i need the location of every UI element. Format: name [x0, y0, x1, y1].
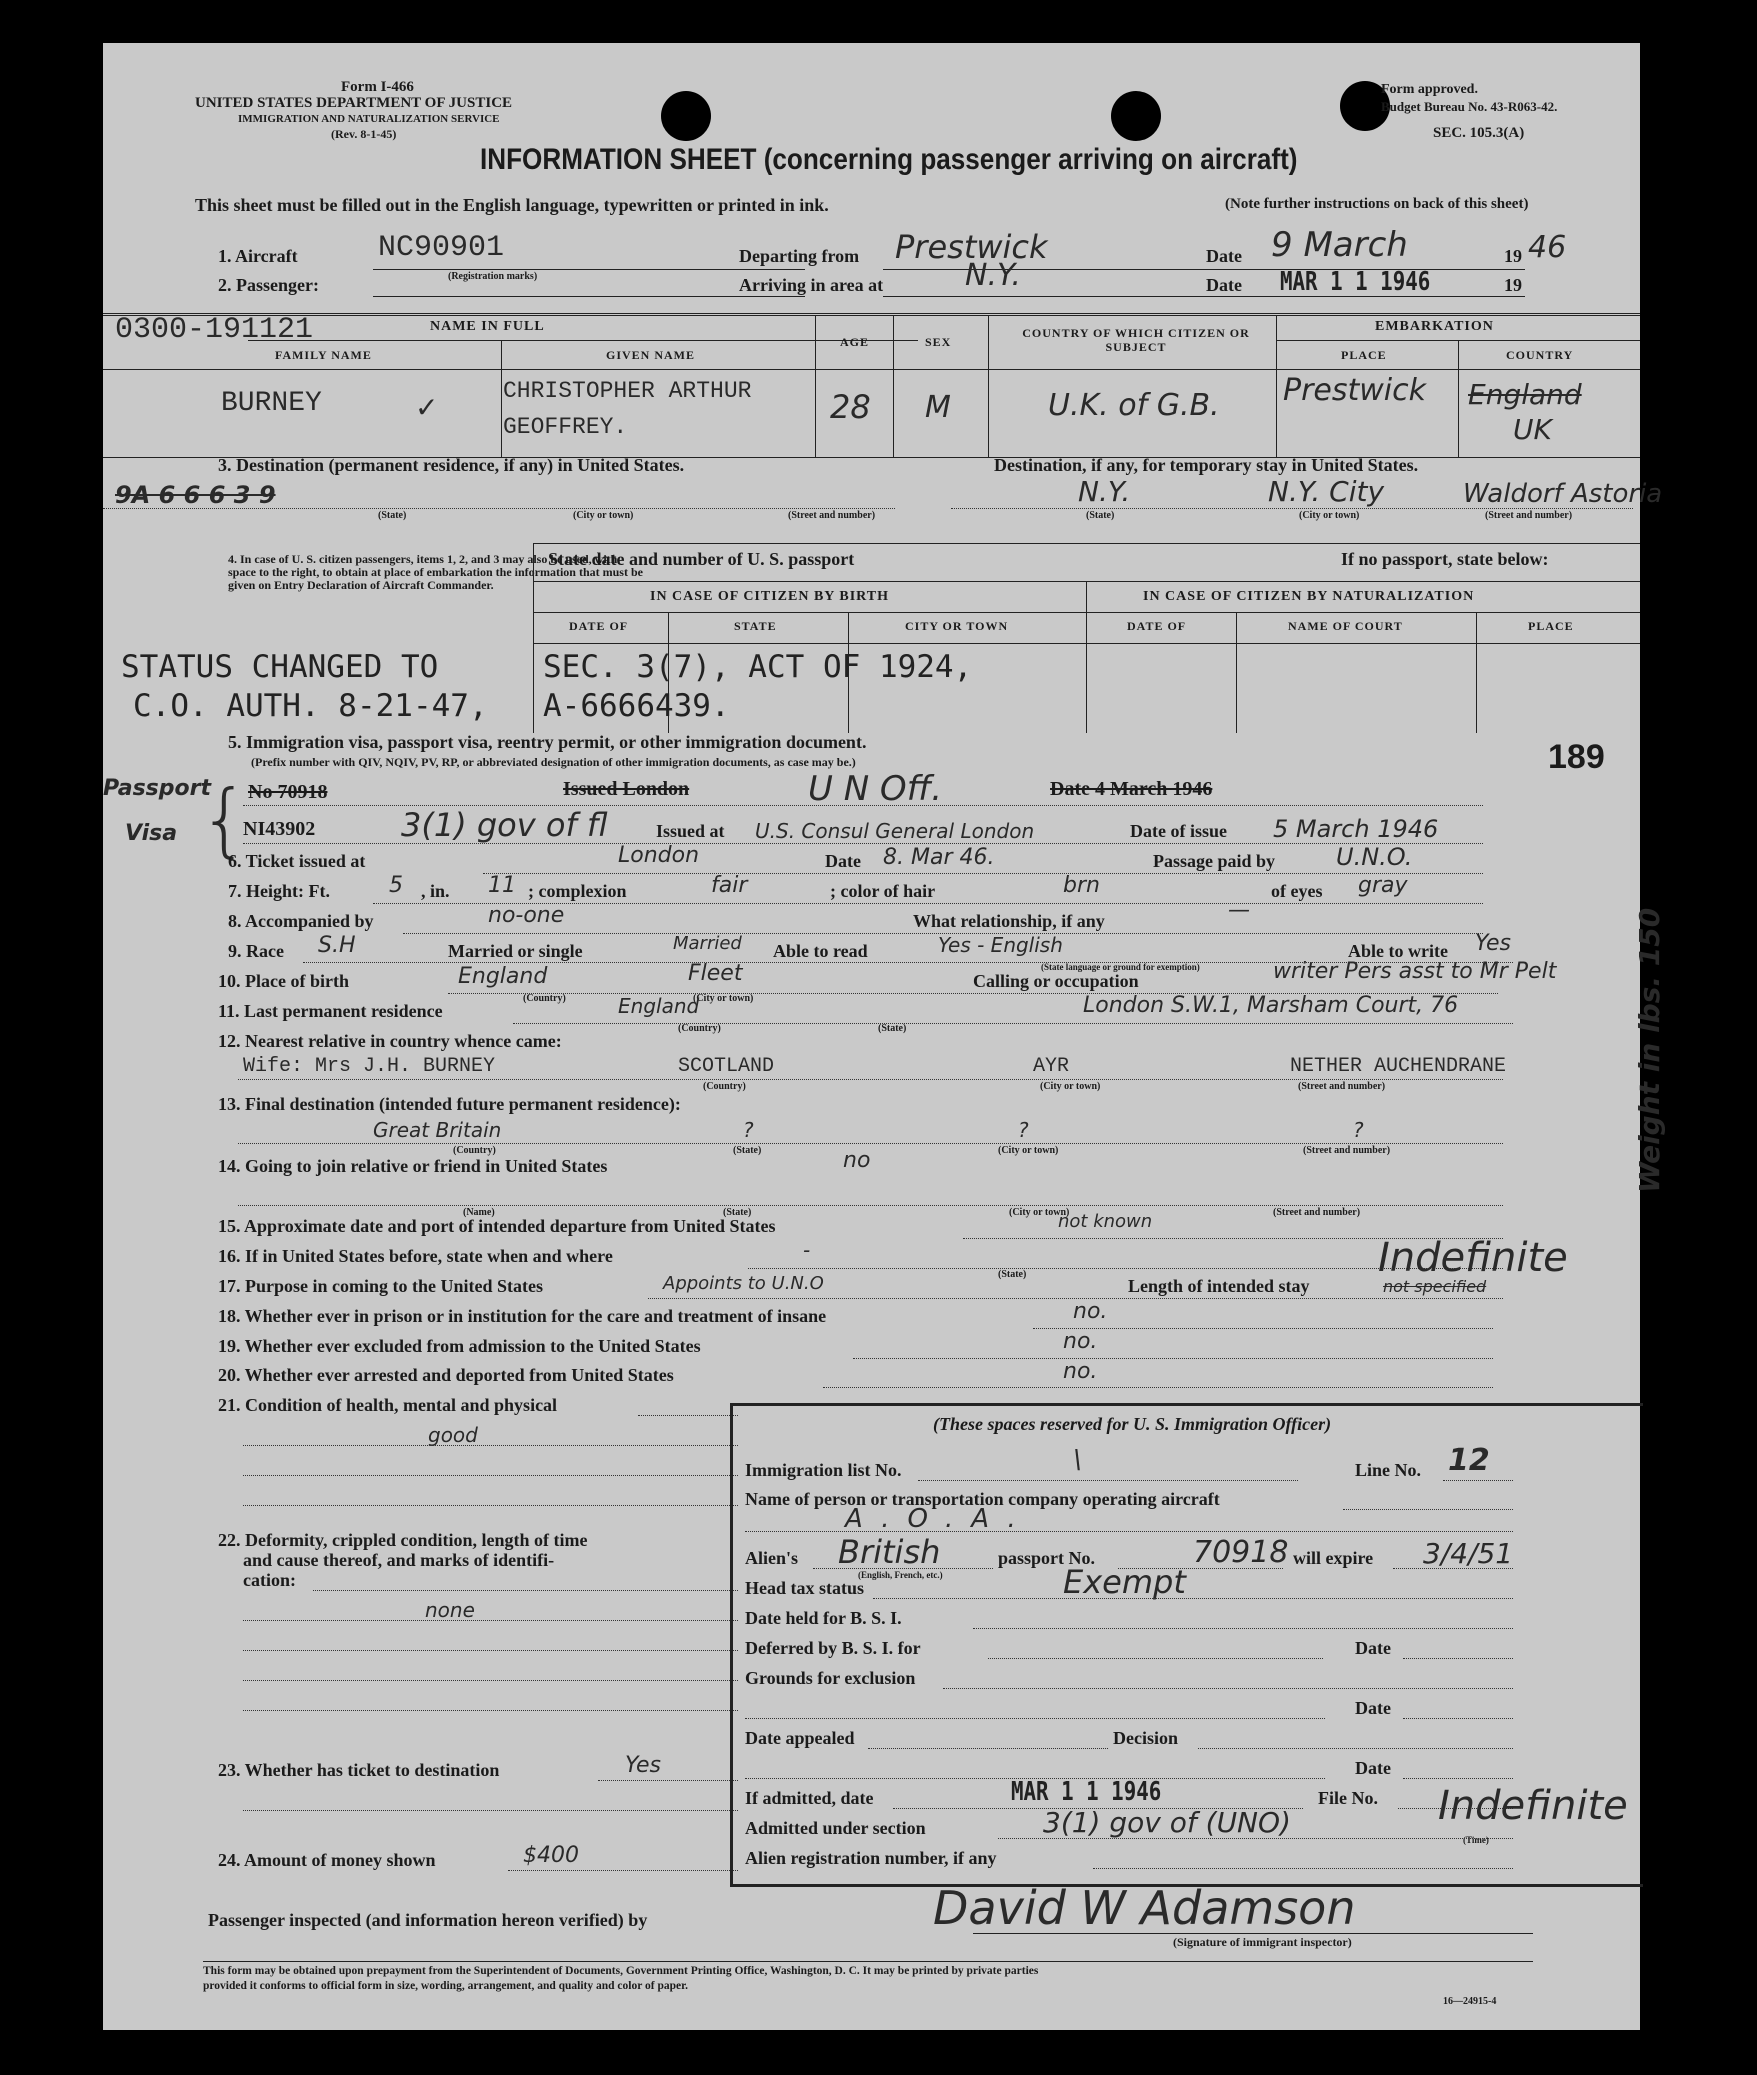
- form-number: Form I-466: [341, 79, 414, 95]
- q16-label: 16. If in United States before, state when and where: [218, 1246, 613, 1266]
- status-line-2: C.O. AUTH. 8-21-47,: [133, 688, 488, 724]
- emb-country-struck: England: [1468, 378, 1582, 411]
- line-value: 12: [1448, 1443, 1490, 1478]
- list-value: \: [1073, 1445, 1082, 1475]
- q9-label: 9. Race: [228, 941, 284, 961]
- admitted-label: If admitted, date: [745, 1788, 874, 1808]
- file-number: 0300-191121: [115, 313, 314, 347]
- q8-label: 8. Accompanied by: [228, 911, 374, 931]
- q10-country-caption: (Country): [523, 993, 566, 1004]
- status-line-1: STATUS CHANGED TO: [121, 649, 439, 685]
- q3-struck-note: 9A 6 6 6 3 9: [115, 481, 276, 509]
- date-of-issue-label: Date of issue: [1130, 821, 1227, 841]
- q20-value: no.: [1063, 1359, 1098, 1384]
- q8-relationship: —: [1228, 898, 1250, 923]
- print-code: 16—24915-4: [1443, 1996, 1497, 2007]
- q23-value: Yes: [625, 1753, 662, 1778]
- q11-country-caption: (Country): [678, 1023, 721, 1034]
- q7-complexion-label: ; complexion: [528, 881, 627, 901]
- country-value: U.K. of G.B.: [1048, 388, 1220, 423]
- q7-feet: 5: [389, 873, 403, 898]
- punch-hole: [661, 91, 711, 141]
- q15-value: not known: [1058, 1211, 1153, 1232]
- issued-at-value: U.S. Consul General London: [755, 819, 1035, 843]
- issued-struck: Issued London: [563, 778, 690, 800]
- embarkation-header: EMBARKATION: [1375, 319, 1494, 334]
- budget-bureau: Budget Bureau No. 43-R063-42.: [1381, 99, 1558, 114]
- alien-value: British: [838, 1533, 941, 1571]
- year2-prefix: 19: [1504, 275, 1522, 295]
- time-value: Indefinite: [1438, 1783, 1628, 1829]
- sex-value: M: [925, 390, 951, 425]
- date-struck: Date 4 March 1946: [1050, 778, 1213, 800]
- sex-header: SEX: [925, 335, 952, 349]
- inspected-label: Passenger inspected (and information hereon verified) by: [208, 1910, 648, 1930]
- q6-date-value: 8. Mar 46.: [883, 845, 995, 870]
- q12-label: 12. Nearest relative in country whence came:: [218, 1031, 562, 1051]
- q3-temp-city-caption: (City or town): [1299, 510, 1360, 521]
- inspector-signature: David W Adamson: [933, 1881, 1356, 1935]
- q3-label: 3. Destination (permanent residence, if any) in United States.: [218, 455, 685, 475]
- company-label: Name of person or transportation company operating aircraft: [745, 1489, 1220, 1509]
- q12-street: NETHER AUCHENDRANE: [1290, 1055, 1507, 1078]
- arrival-date-stamp: MAR 1 1 1946: [1280, 267, 1431, 297]
- q7-hair: brn: [1063, 873, 1100, 898]
- q14-state-caption: (State): [723, 1207, 752, 1218]
- date2-label: Date: [1206, 275, 1242, 295]
- arriving-value: N.Y.: [965, 258, 1021, 293]
- q11-address: London S.W.1, Marsham Court, 76: [1083, 993, 1459, 1018]
- section-stamp: SEC. 105.3(A): [1433, 125, 1525, 141]
- nat-place-header: PLACE: [1528, 619, 1574, 633]
- weight-side-note: Weight in lbs. 150: [1633, 907, 1666, 1193]
- officer-header: (These spaces reserved for U. S. Immigration Officer): [933, 1414, 1332, 1434]
- place-value: Prestwick: [1283, 373, 1427, 408]
- q17-value: Appoints to U.N.O: [663, 1273, 824, 1294]
- q3-city-caption: (City or town): [573, 510, 634, 521]
- q10-country: England: [458, 964, 548, 989]
- list-label: Immigration list No.: [745, 1460, 902, 1480]
- q22-label-2: and cause thereof, and marks of identifi-: [243, 1550, 555, 1570]
- expire-label: will expire: [1293, 1548, 1374, 1568]
- q12-city-caption: (City or town): [1040, 1081, 1101, 1092]
- form-approved: Form approved.: [1381, 82, 1478, 97]
- temp-city-value: N.Y. City: [1268, 475, 1385, 508]
- q9-write: Yes: [1475, 931, 1512, 956]
- admitted-date-stamp: MAR 1 1 1946: [1011, 1777, 1162, 1807]
- country-header: COUNTRY OF WHICH CITIZEN OR SUBJECT: [1022, 326, 1250, 354]
- q13-city-caption: (City or town): [998, 1145, 1059, 1156]
- q1-label: 1. Aircraft: [218, 246, 298, 266]
- given-name-header: GIVEN NAME: [606, 348, 696, 362]
- q13-city: ?: [1018, 1118, 1029, 1142]
- section-line-2: A-6666439.: [543, 688, 730, 724]
- registration-label: Alien registration number, if any: [745, 1848, 997, 1868]
- q18-value: no.: [1073, 1299, 1108, 1324]
- q9-read-label: Able to read: [773, 941, 868, 961]
- q7-complexion: fair: [711, 873, 748, 898]
- passport-no-struck: No 70918: [248, 781, 328, 803]
- visa-number: NI43902: [243, 818, 316, 840]
- company-value: A.O.A.: [845, 1504, 1034, 1534]
- department: UNITED STATES DEPARTMENT OF JUSTICE: [195, 95, 513, 111]
- q10-city-caption: (City or town): [693, 993, 754, 1004]
- q5-label: 5. Immigration visa, passport visa, reentry permit, or other immigration document.: [228, 732, 867, 752]
- q16-value: -: [803, 1238, 811, 1262]
- q15-label: 15. Approximate date and port of intended departure from United States: [218, 1216, 776, 1236]
- q10-occupation-label: Calling or occupation: [973, 971, 1139, 991]
- q9-language-caption: (State language or ground for exemption): [1041, 962, 1200, 972]
- q14-name-caption: (Name): [463, 1207, 495, 1218]
- q12-country: SCOTLAND: [678, 1055, 775, 1078]
- q9-write-label: Able to write: [1348, 941, 1448, 961]
- issued-at-label: Issued at: [656, 821, 725, 841]
- alien-label: Alien's: [745, 1548, 799, 1568]
- date-label: Date: [1206, 246, 1242, 266]
- q14-label: 14. Going to join relative or friend in United States: [218, 1156, 608, 1176]
- deferred-label: Deferred by B. S. I. for: [745, 1638, 921, 1658]
- signature-caption: (Signature of immigrant inspector): [1173, 1935, 1352, 1949]
- q11-state-caption: (State): [878, 1023, 907, 1034]
- q11-country: England: [618, 994, 700, 1018]
- q12-country-caption: (Country): [703, 1081, 746, 1092]
- form-sheet: [103, 43, 1666, 2030]
- court-header: NAME OF COURT: [1288, 619, 1403, 633]
- q23-label: 23. Whether has ticket to destination: [218, 1760, 500, 1780]
- q7-eyes-label: of eyes: [1271, 881, 1323, 901]
- section-value: 3(1) gov of (UNO): [1043, 1806, 1291, 1839]
- q14-city-caption: (City or town): [1009, 1207, 1070, 1218]
- age-value: 28: [830, 388, 871, 426]
- departing-value: Prestwick: [895, 228, 1048, 266]
- punch-hole: [1111, 91, 1161, 141]
- brace: {: [199, 773, 250, 866]
- aircraft-value: NC90901: [378, 231, 505, 265]
- place-header: PLACE: [1341, 348, 1387, 362]
- q3-temp-state-caption: (State): [1086, 510, 1115, 521]
- family-name-header: FAMILY NAME: [275, 348, 372, 362]
- section-line-1: SEC. 3(7), ACT OF 1924,: [543, 649, 973, 685]
- q13-country-caption: (Country): [453, 1145, 496, 1156]
- name-in-full-header: NAME IN FULL: [430, 319, 545, 334]
- q12-city: AYR: [1033, 1055, 1070, 1078]
- q10-occupation: writer Pers asst to Mr Pelt: [1273, 959, 1557, 984]
- temp-state-value: N.Y.: [1078, 475, 1131, 508]
- emb-country-value: UK: [1513, 413, 1552, 446]
- expire-value: 3/4/51: [1423, 1537, 1514, 1570]
- q24-label: 24. Amount of money shown: [218, 1850, 436, 1870]
- q13-street: ?: [1353, 1118, 1364, 1142]
- q19-label: 19. Whether ever excluded from admission to the United States: [218, 1336, 701, 1356]
- q13-country: Great Britain: [373, 1118, 502, 1142]
- q7-inches: 11: [488, 873, 516, 898]
- q6-paid-value: U.N.O.: [1336, 843, 1413, 871]
- q20-label: 20. Whether ever arrested and deported from United States: [218, 1365, 674, 1385]
- section-label: Admitted under section: [745, 1818, 926, 1838]
- q18-label: 18. Whether ever in prison or in institution for the care and treatment of insane: [218, 1306, 827, 1326]
- q9-married-label: Married or single: [448, 941, 583, 961]
- q4-note: 4. In case of U. S. citizen passengers, items 1, 2, and 3 may also be used, with space to the right, to obtain at place of embarkation the information that must be given on Entry Declaration of Aircraft Commander.: [228, 552, 643, 592]
- visa-margin-note: Visa: [125, 821, 178, 846]
- q10-label: 10. Place of birth: [218, 971, 349, 991]
- q3-state-caption: (State): [378, 510, 407, 521]
- q13-state-caption: (State): [733, 1145, 762, 1156]
- service: IMMIGRATION AND NATURALIZATION SERVICE: [238, 113, 500, 125]
- deferred-date-label: Date: [1355, 1638, 1391, 1658]
- q22-value: none: [425, 1598, 475, 1622]
- q19-value: no.: [1063, 1329, 1098, 1354]
- year-value: 46: [1528, 230, 1567, 265]
- q7-label: 7. Height: Ft.: [228, 881, 330, 901]
- year-prefix: 19: [1504, 246, 1522, 266]
- revision: (Rev. 8-1-45): [331, 127, 397, 141]
- q22-label-1: 22. Deformity, crippled condition, length of time: [218, 1530, 588, 1550]
- head-tax-label: Head tax status: [745, 1578, 865, 1598]
- fine-print-2: provided it conforms to official form in size, wording, arrangement, and quality and color of paper.: [203, 1980, 689, 1992]
- instruction: This sheet must be filled out in the English language, typewritten or printed in ink.: [195, 195, 829, 215]
- q17-length-label: Length of intended stay: [1128, 1276, 1310, 1296]
- q5-note: (Prefix number with QIV, NQIV, PV, RP, or abbreviated designation of other immigration documents, as case may be.): [251, 755, 856, 769]
- birth-header: IN CASE OF CITIZEN BY BIRTH: [650, 589, 890, 604]
- appeal-date-label: Date: [1355, 1758, 1391, 1778]
- birth-date-header: DATE OF: [569, 619, 629, 633]
- appealed-label: Date appealed: [745, 1728, 855, 1748]
- decision-label: Decision: [1113, 1728, 1178, 1748]
- family-name-value: BURNEY: [221, 388, 322, 419]
- head-tax-value: Exempt: [1063, 1563, 1186, 1601]
- q3-temp-street-caption: (Street and number): [1485, 510, 1573, 521]
- q11-label: 11. Last permanent residence: [218, 1001, 443, 1021]
- q12-street-caption: (Street and number): [1298, 1081, 1386, 1092]
- q24-value: $400: [523, 1843, 579, 1868]
- form-title: INFORMATION SHEET (concerning passenger arriving on aircraft): [480, 143, 1298, 176]
- nat-date-header: DATE OF: [1127, 619, 1187, 633]
- emb-country-header: COUNTRY: [1506, 348, 1574, 362]
- q10-city: Fleet: [688, 961, 743, 986]
- q3-street-caption: (Street and number): [788, 510, 876, 521]
- birth-city-header: CITY OR TOWN: [905, 619, 1009, 633]
- alien-passport-label: passport No.: [998, 1548, 1096, 1568]
- q6-value: London: [618, 843, 700, 868]
- form-sequence-number: 189: [1548, 738, 1605, 776]
- q6-label: 6. Ticket issued at: [228, 851, 366, 871]
- note: (Note further instructions on back of this sheet): [1225, 196, 1529, 212]
- q22-label-3: cation:: [243, 1570, 296, 1590]
- alien-passport-value: 70918: [1193, 1535, 1289, 1570]
- q17-length-struck: not specified: [1383, 1277, 1487, 1296]
- q9-read: Yes - English: [938, 933, 1063, 957]
- q8-relationship-label: What relationship, if any: [913, 911, 1105, 931]
- departing-label: Departing from: [739, 246, 860, 266]
- arriving-label: Arriving in area at: [739, 275, 884, 295]
- line-label: Line No.: [1355, 1460, 1422, 1480]
- reg-marks-caption: (Registration marks): [448, 271, 538, 282]
- fine-print-1: This form may be obtained upon prepayment from the Superintendent of Documents, Government Printing Office, Washington, D. C. It may be printed by private parties: [203, 1965, 1039, 1977]
- q9-race: S.H: [318, 933, 356, 958]
- alien-caption: (English, French, etc.): [858, 1570, 943, 1580]
- uno-official: U N Off.: [808, 769, 943, 809]
- birth-state-header: STATE: [734, 619, 777, 633]
- visa-class: 3(1) gov of fl: [401, 806, 608, 844]
- temp-street-value: Waldorf Astoria: [1463, 479, 1663, 509]
- q17-length-value: Indefinite: [1378, 1235, 1568, 1281]
- q21-label: 21. Condition of health, mental and physical: [218, 1395, 558, 1415]
- age-header: AGE: [840, 335, 870, 349]
- held-label: Date held for B. S. I.: [745, 1608, 902, 1628]
- q17-label: 17. Purpose in coming to the United States: [218, 1276, 543, 1296]
- q8-value: no-one: [488, 903, 565, 928]
- q7-eyes: gray: [1358, 873, 1408, 898]
- date-of-issue-value: 5 March 1946: [1273, 815, 1439, 843]
- given-name-value: CHRISTOPHER ARTHUR GEOFFREY.: [503, 378, 752, 440]
- q13-state: ?: [743, 1118, 754, 1142]
- q4-no-passport-label: If no passport, state below:: [1341, 549, 1549, 569]
- passport-margin-note: Passport: [103, 776, 211, 801]
- q6-date-label: Date: [825, 851, 861, 871]
- q7-inches-label: , in.: [421, 881, 450, 901]
- q13-street-caption: (Street and number): [1303, 1145, 1391, 1156]
- q13-label: 13. Final destination (intended future permanent residence):: [218, 1094, 681, 1114]
- q3-temp-label: Destination, if any, for temporary stay in United States.: [994, 455, 1419, 475]
- q14-street-caption: (Street and number): [1273, 1207, 1361, 1218]
- grounds-label: Grounds for exclusion: [745, 1668, 916, 1688]
- file-no-label: File No.: [1318, 1788, 1378, 1808]
- q14-value: no: [843, 1148, 871, 1173]
- naturalization-header: IN CASE OF CITIZEN BY NATURALIZATION: [1143, 589, 1475, 604]
- q6-paid-label: Passage paid by: [1153, 851, 1276, 871]
- checkmark: ✓: [415, 391, 439, 424]
- q12-name: Wife: Mrs J.H. BURNEY: [243, 1055, 496, 1078]
- date-value: 9 March: [1271, 225, 1408, 265]
- time-caption: (Time): [1463, 1835, 1489, 1845]
- q2-label: 2. Passenger:: [218, 275, 319, 295]
- q21-value: good: [428, 1423, 478, 1447]
- q4-passport-label: State date and number of U. S. passport: [548, 549, 855, 569]
- q16-state-caption: (State): [998, 1269, 1027, 1280]
- grounds-date-label: Date: [1355, 1698, 1391, 1718]
- q9-married: Married: [673, 933, 742, 954]
- q7-hair-label: ; color of hair: [830, 881, 936, 901]
